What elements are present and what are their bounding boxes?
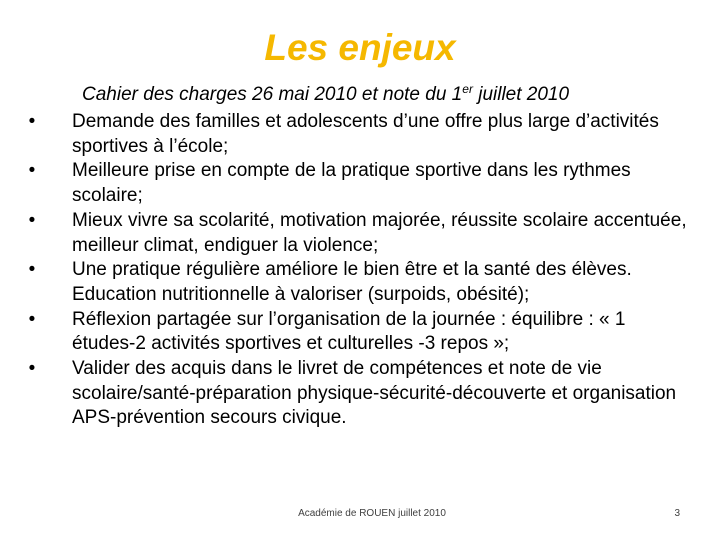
slide-footer: Académie de ROUEN juillet 2010: [298, 508, 446, 519]
bullet-item: [24, 209, 694, 258]
bullet-item: [24, 159, 694, 208]
bullet-text: Une pratique régulière améliore le bien être et la santé des élèves. Education nutritionnelle à valoriser (surpoids, obésité);: [72, 259, 632, 305]
slide-subtitle: [82, 84, 569, 107]
bullet-icon: •: [28, 160, 36, 182]
bullet-icon: •: [28, 308, 36, 330]
bullet-icon: •: [28, 111, 36, 132]
subtitle-superscript: er: [462, 82, 473, 96]
bullet-icon: •: [28, 259, 36, 281]
bullet-item: [24, 308, 694, 357]
subtitle-text: Cahier des charges 26 mai 2010 et note du 1: [82, 84, 463, 105]
bullet-item: [24, 357, 694, 431]
bullet-text: Valider des acquis dans le livret de compétences et note de vie scolaire/santé-préparation physique-sécurité-découverte et organisation APS-prévention secours civique.: [72, 358, 677, 429]
bullet-item: [24, 258, 694, 307]
bullet-text: Réflexion partagée sur l’organisation de la journée : équilibre : « 1 études-2 activités sportives et culturelles -3 repos »;: [72, 308, 626, 355]
bullet-icon: •: [28, 358, 36, 380]
bullet-list: [24, 110, 694, 431]
slide-title: Les enjeux: [264, 27, 456, 68]
bullet-text: Demande des familles et adolescents d’une offre plus large d’activités sportives à l’école;: [72, 111, 659, 157]
subtitle-text-end: juillet 2010: [472, 84, 570, 105]
bullet-text: Meilleure prise en compte de la pratique sportive dans les rythmes scolaire;: [72, 160, 631, 207]
bullet-item: [24, 110, 694, 159]
bullet-icon: •: [28, 209, 36, 231]
bullet-text: Mieux vivre sa scolarité, motivation majorée, réussite scolaire accentuée, meilleur climat, endiguer la violence;: [72, 209, 687, 256]
page-number: 3: [674, 508, 680, 519]
